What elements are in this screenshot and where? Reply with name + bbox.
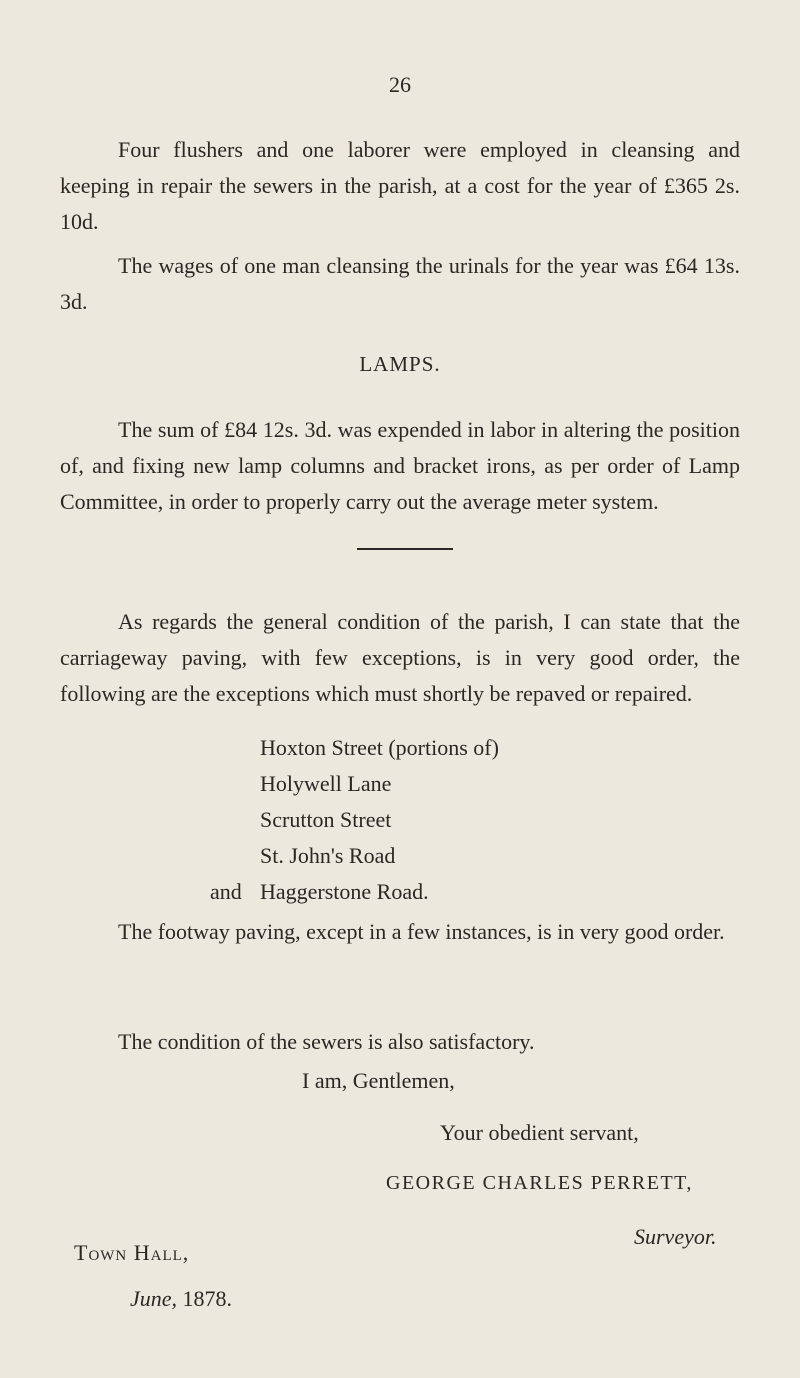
paragraph-urinals: The wages of one man cleansing the urinals for the year was £64 13s. 3d. <box>60 253 740 314</box>
street-list-item: and Haggerstone Road. <box>210 879 429 904</box>
paragraph-condition-intro: As regards the general condition of the parish, I can state that the carriageway paving, with few exceptions, is in very good order, the following are the exceptions which must shortly be repaved or repaired. <box>60 609 740 706</box>
date-month: June, <box>130 1286 178 1311</box>
date-line <box>130 1286 232 1312</box>
closing-valediction: Your obedient servant, <box>440 1120 639 1145</box>
street-list-item: Holywell Lane <box>260 771 392 796</box>
paragraph-sewers: The condition of the sewers is also satisfactory. <box>118 1029 535 1054</box>
signature-title: Surveyor. <box>634 1224 717 1249</box>
paragraph-footway: The footway paving, except in a few instances, is in very good order. <box>118 919 725 944</box>
paragraph-flushers: Four flushers and one laborer were employed in cleansing and keeping in repair the sewers in the parish, at a cost for the year of £365 2s. 10d. <box>60 137 740 234</box>
street-list-item: Hoxton Street (portions of) <box>260 735 499 760</box>
place-line: Town Hall, <box>74 1240 190 1265</box>
street-list <box>210 730 499 910</box>
street-list-item: St. John's Road <box>260 843 396 868</box>
street-list-item: Scrutton Street <box>260 807 392 832</box>
section-divider <box>357 548 453 550</box>
section-heading-lamps: LAMPS. <box>359 352 441 376</box>
closing-salutation: I am, Gentlemen, <box>302 1068 455 1093</box>
paragraph-lamps: The sum of £84 12s. 3d. was expended in labor in altering the position of, and fixing new lamp columns and bracket irons, as per order of Lamp Committee, in order to properly carry out the average meter system. <box>60 417 740 514</box>
signature-name: GEORGE CHARLES PERRETT, <box>386 1172 693 1194</box>
page-number: 26 <box>389 72 411 97</box>
date-year: 1878. <box>182 1286 233 1311</box>
